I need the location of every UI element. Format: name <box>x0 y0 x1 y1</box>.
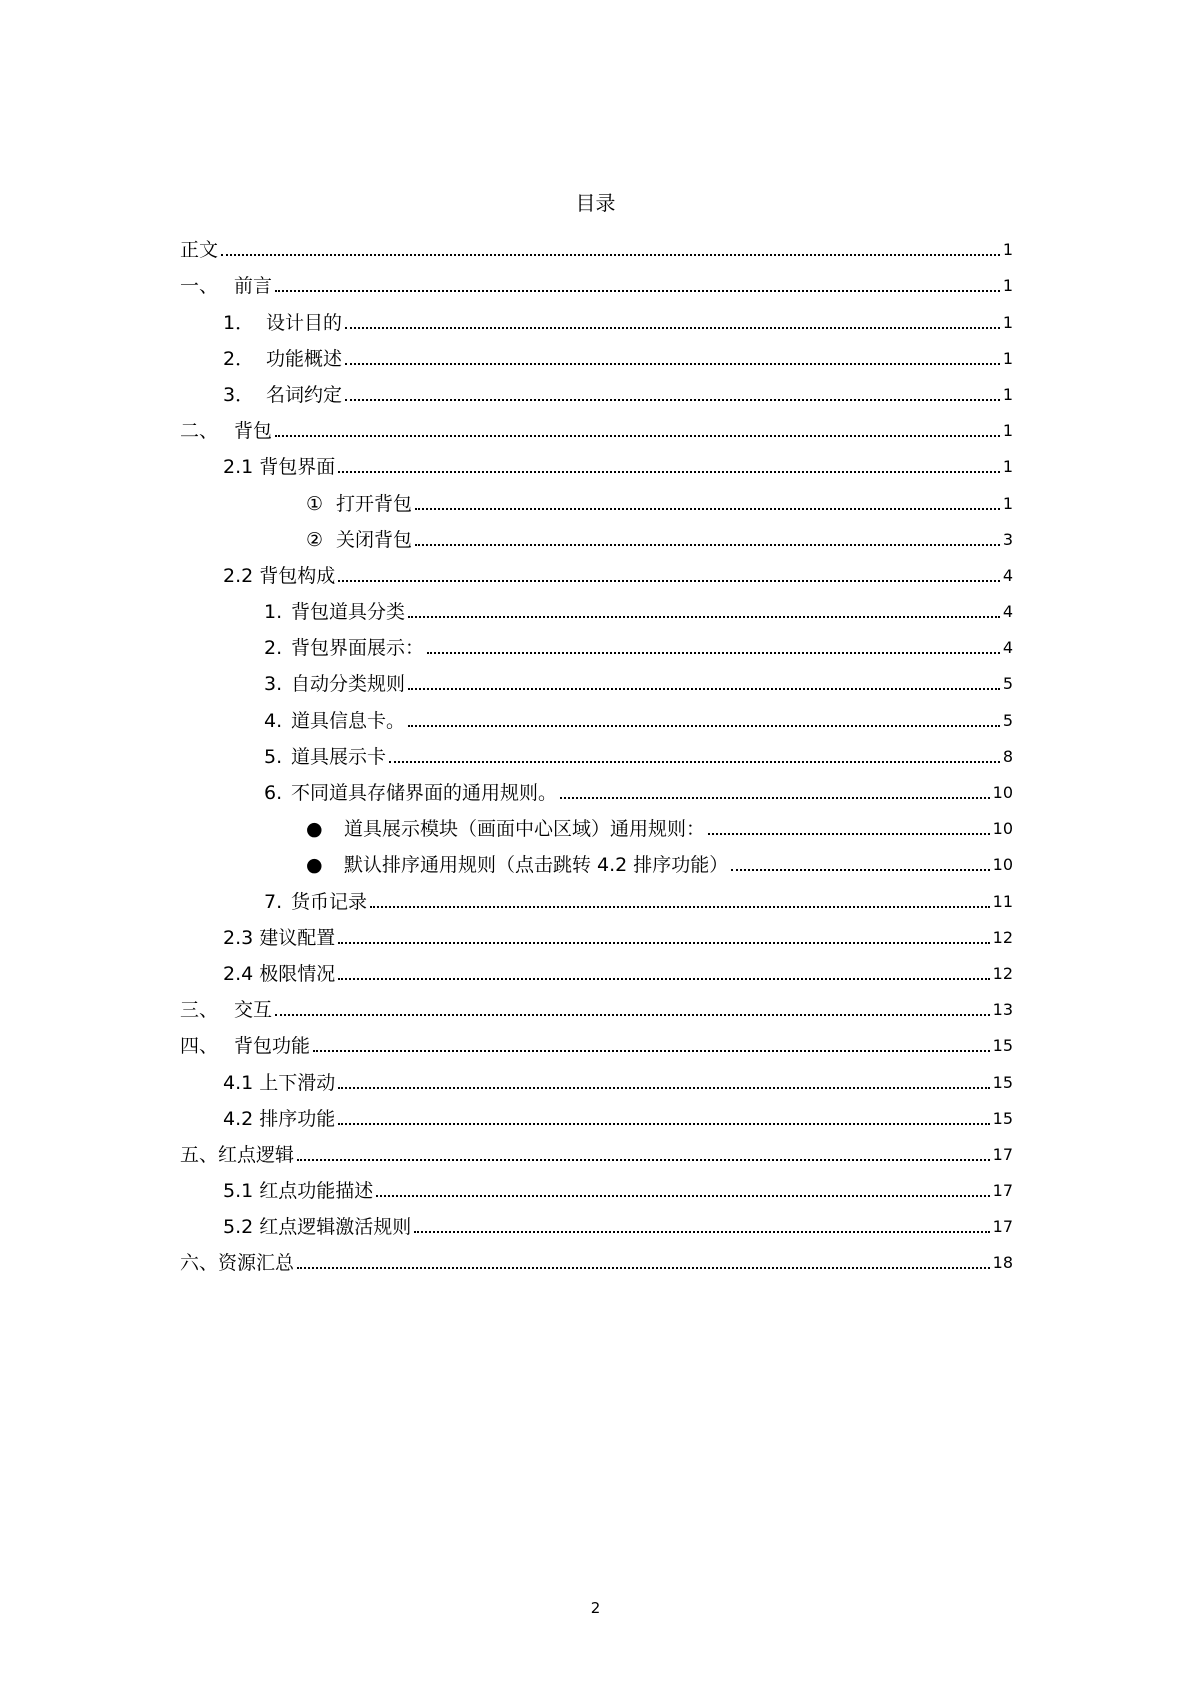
toc-entry-text: 货币记录 <box>291 890 368 913</box>
dot-leader <box>275 1014 990 1016</box>
toc-entry-daoju-fenlei[interactable] <box>180 588 1013 624</box>
dot-leader <box>338 471 1000 473</box>
toc-entry-page: 5 <box>1002 710 1013 730</box>
dot-leader <box>345 327 1000 329</box>
toc-entry-text: 5.1 红点功能描述 <box>223 1180 374 1203</box>
toc-entry-page: 10 <box>992 855 1013 875</box>
toc-entry-page: 1 <box>1002 421 1013 441</box>
dot-leader <box>338 1087 989 1089</box>
dot-leader <box>560 797 990 799</box>
toc-entry-text: 背包功能 <box>234 1035 311 1058</box>
toc-entry-number: 2. <box>264 637 283 660</box>
toc-entry-qianyan[interactable] <box>180 262 1013 298</box>
toc-entry-number: 3. <box>264 673 283 696</box>
toc-entry-page: 3 <box>1002 529 1013 549</box>
toc-entry-page: 4 <box>1002 602 1013 622</box>
dot-leader <box>338 942 989 944</box>
toc-entry-page: 5 <box>1002 674 1013 694</box>
toc-entry-xinxi-ka[interactable] <box>180 696 1013 732</box>
toc-entry-number: 3． <box>223 383 255 406</box>
toc-entry-page: 10 <box>992 819 1013 839</box>
toc-entry-page: 15 <box>992 1072 1013 1092</box>
toc-entry-dakai-beibao[interactable] <box>180 479 1013 515</box>
toc-entry-jiemian-zhanshi[interactable] <box>180 624 1013 660</box>
toc-entry-page: 12 <box>992 963 1013 983</box>
dot-leader <box>415 544 1000 546</box>
toc-entry-mingci-yueding[interactable] <box>180 371 1013 407</box>
bullet-icon: ● <box>306 818 323 841</box>
toc-entry-text: 2.3 建议配置 <box>223 926 336 949</box>
dot-leader <box>297 1267 990 1269</box>
dot-leader <box>408 688 1000 690</box>
toc-entry-page: 1 <box>1002 493 1013 513</box>
dot-leader <box>275 290 1000 292</box>
toc-entry-page: 17 <box>992 1144 1013 1164</box>
toc-entry-page: 15 <box>992 1036 1013 1056</box>
toc-entry-text: 设计目的 <box>266 311 343 334</box>
toc-entry-number: 7. <box>264 890 283 913</box>
toc-entry-text: 名词约定 <box>266 383 343 406</box>
toc-entry-number: ② <box>306 528 324 551</box>
toc-entry-page: 11 <box>992 891 1013 911</box>
toc-entry-page: 18 <box>992 1253 1013 1273</box>
dot-leader <box>338 1123 989 1125</box>
dot-leader <box>408 616 1000 618</box>
dot-leader <box>427 652 1000 654</box>
toc-entry-zhengwen[interactable] <box>180 226 1013 262</box>
toc-entry-text: 功能概述 <box>266 347 343 370</box>
toc-entry-text: 2.4 极限情况 <box>223 962 336 985</box>
dot-leader <box>345 399 1000 401</box>
toc-entry-hongdian-luoji[interactable] <box>180 1131 1013 1167</box>
dot-leader <box>415 508 1000 510</box>
toc-entry-guanbi-beibao[interactable] <box>180 516 1013 552</box>
toc-entry-text: 道具展示模块（画面中心区域）通用规则： <box>344 818 706 841</box>
dot-leader <box>370 906 990 908</box>
dot-leader <box>221 254 1000 256</box>
toc-entry-page: 1 <box>1002 457 1013 477</box>
toc-entry-number: 2． <box>223 347 255 370</box>
toc-entry-page: 10 <box>992 783 1013 802</box>
toc-entry-page: 4 <box>1002 565 1013 585</box>
toc-entry-text: 背包道具分类 <box>291 601 406 624</box>
toc-entry-text: 关闭背包 <box>336 528 413 551</box>
toc-entry-text: 5.2 红点逻辑激活规则 <box>223 1216 412 1239</box>
toc-entry-2-2[interactable] <box>180 552 1013 588</box>
toc-entry-number: 四、 <box>180 1035 219 1058</box>
toc-entry-page: 15 <box>992 1108 1013 1128</box>
toc-entry-page: 1 <box>1002 384 1013 404</box>
toc-entry-text: 4.1 上下滑动 <box>223 1071 336 1094</box>
toc-entry-page: 8 <box>1002 746 1013 766</box>
toc-entry-text: 打开背包 <box>336 492 413 515</box>
toc-entry-number: 1. <box>264 601 283 624</box>
toc-entry-beibao-gongneng[interactable] <box>180 1022 1013 1058</box>
toc-entry-number: 5. <box>264 745 283 768</box>
toc-entry-tongyong-guize[interactable] <box>180 769 1013 805</box>
toc-entry-page: 1 <box>1002 240 1013 260</box>
toc-entry-text: 2.1 背包界面 <box>223 456 336 479</box>
toc-entry-5-2[interactable] <box>180 1203 1013 1239</box>
dot-leader <box>297 1159 990 1161</box>
toc-entry-zhanshi-mokuai[interactable] <box>180 805 1013 841</box>
toc-entry-text: 自动分类规则 <box>291 673 406 696</box>
toc-entry-text: 道具展示卡 <box>291 745 387 768</box>
dot-leader <box>338 580 1000 582</box>
toc-entry-page: 17 <box>992 1217 1013 1237</box>
toc-entry-gongneng-gaishu[interactable] <box>180 335 1013 371</box>
toc-entry-jiaohu[interactable] <box>180 986 1013 1022</box>
dot-leader <box>708 833 990 835</box>
toc-entry-number: 4. <box>264 709 283 732</box>
toc-entry-moren-paixu[interactable] <box>180 841 1013 877</box>
toc-title: 目录 <box>575 191 616 215</box>
toc-entry-text: 4.2 排序功能 <box>223 1107 336 1130</box>
toc-entry-5-1[interactable] <box>180 1167 1013 1203</box>
toc-entry-page: 12 <box>992 927 1013 947</box>
dot-leader <box>338 978 989 980</box>
toc-entry-text: 交互 <box>234 999 273 1022</box>
toc-entry-2-1[interactable] <box>180 443 1013 479</box>
toc-entry-number: 一、 <box>180 275 219 298</box>
toc-entry-page: 1 <box>1002 348 1013 368</box>
toc-entry-number: 三、 <box>180 999 219 1022</box>
toc-entry-4-2[interactable] <box>180 1095 1013 1131</box>
toc-entry-page: 13 <box>992 1000 1013 1020</box>
toc-entry-text: 正文 <box>180 239 219 262</box>
toc-entry-text: 前言 <box>234 275 273 298</box>
toc-entry-page: 4 <box>1002 638 1013 658</box>
dot-leader <box>275 435 1000 437</box>
toc-entry-text: 2.2 背包构成 <box>223 564 336 587</box>
toc-entry-text: 道具信息卡。 <box>291 709 406 732</box>
toc-entry-page: 17 <box>992 1181 1013 1201</box>
table-of-contents <box>180 226 1013 1275</box>
toc-entry-page: 1 <box>1002 276 1013 296</box>
dot-leader <box>408 725 1000 727</box>
dot-leader <box>731 869 989 871</box>
toc-entry-2-4[interactable] <box>180 950 1013 986</box>
page-number: 2 <box>590 1599 601 1617</box>
toc-entry-number: 二、 <box>180 420 219 443</box>
dot-leader <box>313 1050 990 1052</box>
toc-entry-text: 五、红点逻辑 <box>180 1143 295 1166</box>
toc-entry-text: 六、资源汇总 <box>180 1252 295 1275</box>
toc-entry-number: ① <box>306 492 324 515</box>
toc-entry-text: 背包 <box>234 420 273 443</box>
toc-entry-2-3[interactable] <box>180 914 1013 950</box>
toc-entry-page: 1 <box>1002 312 1013 332</box>
dot-leader <box>389 761 1000 763</box>
toc-entry-huobi-jilu[interactable] <box>180 877 1013 913</box>
toc-entry-beibao[interactable] <box>180 407 1013 443</box>
toc-entry-zidong-fenlei[interactable] <box>180 660 1013 696</box>
toc-entry-text: 默认排序通用规则（点击跳转 4.2 排序功能） <box>344 854 729 877</box>
toc-entry-text: 不同道具存储界面的通用规则。 <box>291 782 558 804</box>
toc-entry-number: 6. <box>264 782 283 804</box>
toc-entry-ziyuan-huizong[interactable] <box>180 1239 1013 1275</box>
toc-entry-zhanshi-ka[interactable] <box>180 733 1013 769</box>
toc-entry-4-1[interactable] <box>180 1058 1013 1094</box>
toc-entry-sheji-mudi[interactable] <box>180 298 1013 334</box>
dot-leader <box>414 1231 989 1233</box>
toc-entry-number: 1． <box>223 311 255 334</box>
bullet-icon: ● <box>306 854 323 877</box>
toc-entry-text: 背包界面展示： <box>291 637 425 660</box>
dot-leader <box>345 363 1000 365</box>
dot-leader <box>376 1195 989 1197</box>
